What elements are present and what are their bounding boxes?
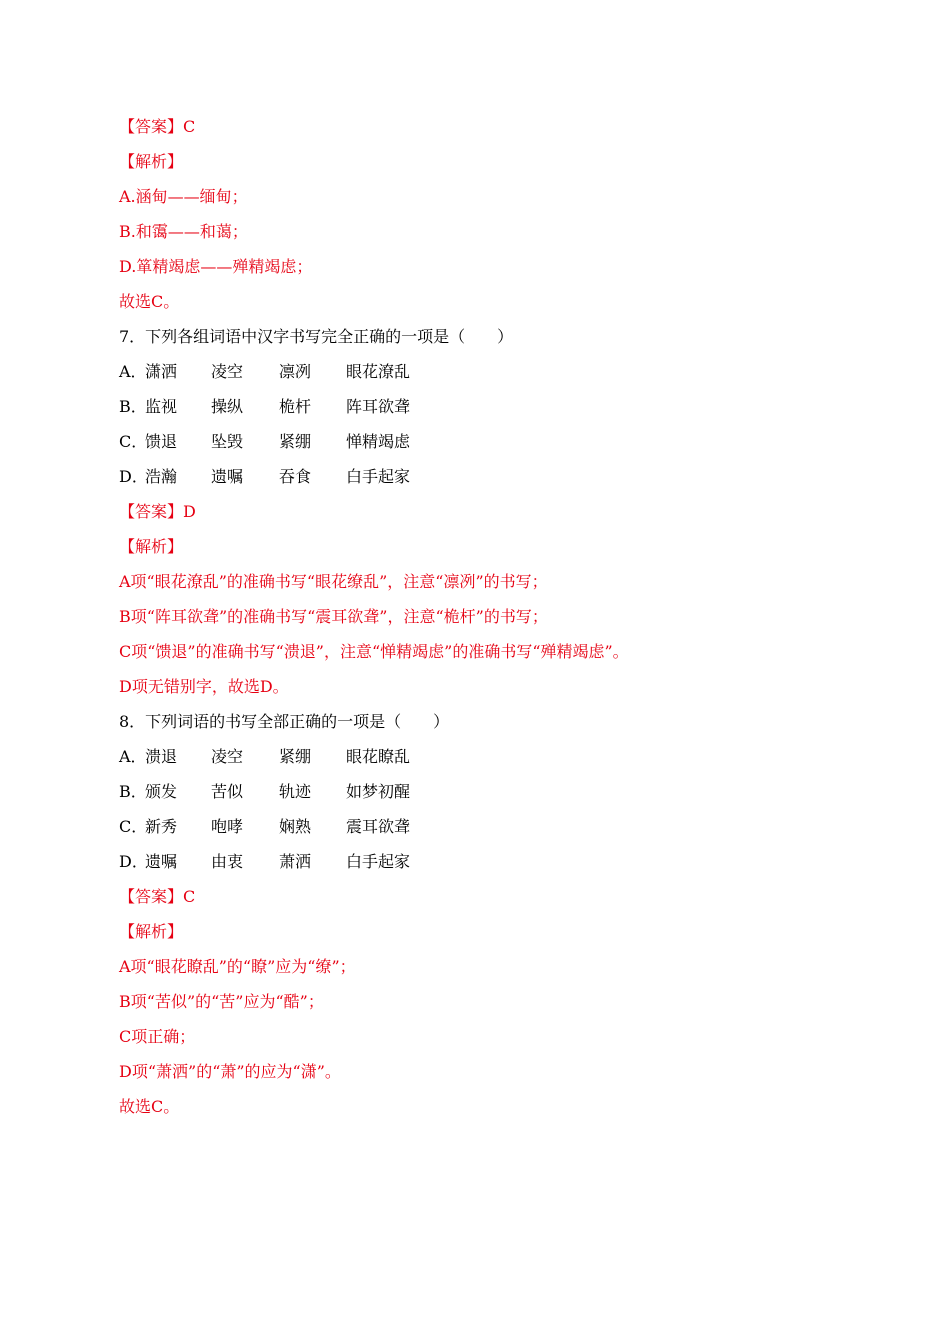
option-word: 颁发: [145, 782, 178, 801]
option-word: 桅杆: [279, 397, 312, 416]
q7-analysis-line: A项“眼花潦乱”的准确书写“眼花缭乱”，注意“凛冽”的书写；: [119, 572, 548, 591]
option-word: 浩瀚: [145, 467, 178, 486]
q7-analysis-title: 【解析】: [119, 537, 184, 556]
option-word: 娴熟: [279, 817, 312, 836]
q7-answer: 【答案】D: [119, 502, 196, 521]
option-word: 操纵: [211, 397, 244, 416]
option-label: A．: [119, 362, 147, 381]
option-word: 监视: [145, 397, 178, 416]
option-word: 惮精竭虑: [346, 432, 411, 451]
option-word: 遗嘱: [145, 852, 178, 871]
option-word: 凌空: [211, 747, 244, 766]
option-word: 白手起家: [346, 852, 411, 871]
question-8-stem: 8．下列词语的书写全部正确的一项是（ ）: [119, 712, 450, 731]
option-word: 咆哮: [211, 817, 244, 836]
option-word: 新秀: [145, 817, 178, 836]
option-word: 溃退: [145, 747, 178, 766]
analysis-title: 【解析】: [119, 152, 184, 171]
option-word: 眼花瞭乱: [346, 747, 411, 766]
option-word: 苦似: [211, 782, 244, 801]
option-word: 白手起家: [346, 467, 411, 486]
option-word: 眼花潦乱: [346, 362, 411, 381]
q7-analysis-line: D项无错别字，故选D。: [119, 677, 289, 696]
option-word: 轨迹: [279, 782, 312, 801]
option-word: 如梦初醒: [346, 782, 411, 801]
option-word: 凛冽: [279, 362, 312, 381]
option-label: D．: [119, 852, 148, 871]
option-word: 紧绷: [279, 432, 312, 451]
option-word: 阵耳欲聋: [346, 397, 411, 416]
option-word: 紧绷: [279, 747, 312, 766]
q8-analysis-title: 【解析】: [119, 922, 184, 941]
conclusion-line: 故选C。: [119, 292, 180, 311]
q8-analysis-line: A项“眼花瞭乱”的“瞭”应为“缭”；: [119, 957, 356, 976]
q8-conclusion: 故选C。: [119, 1097, 180, 1116]
option-label: A．: [119, 747, 147, 766]
option-word: 凌空: [211, 362, 244, 381]
q7-analysis-line: B项“阵耳欲聋”的准确书写“震耳欲聋”，注意“桅杆”的书写；: [119, 607, 548, 626]
option-label: C．: [119, 817, 148, 836]
option-word: 由衷: [211, 852, 244, 871]
option-label: D．: [119, 467, 148, 486]
option-word: 萧洒: [279, 852, 312, 871]
analysis-line: B.和霭——和蔼；: [119, 222, 248, 241]
option-word: 吞食: [279, 467, 312, 486]
q8-analysis-line: D项“萧洒”的“萧”的应为“潇”。: [119, 1062, 341, 1081]
option-word: 潇洒: [145, 362, 178, 381]
option-word: 遗嘱: [211, 467, 244, 486]
q8-analysis-line: C项正确；: [119, 1027, 196, 1046]
analysis-line: D.箪精竭虑——殚精竭虑；: [119, 257, 313, 276]
option-label: C．: [119, 432, 148, 451]
q7-analysis-line: C项“馈退”的准确书写“溃退”，注意“惮精竭虑”的准确书写“殚精竭虑”。: [119, 642, 629, 661]
analysis-line: A.涵甸——缅甸；: [119, 187, 248, 206]
q8-answer: 【答案】C: [119, 887, 196, 906]
option-word: 坠毁: [211, 432, 244, 451]
q8-analysis-line: B项“苦似”的“苦”应为“酷”；: [119, 992, 324, 1011]
question-7-stem: 7．下列各组词语中汉字书写完全正确的一项是（ ）: [119, 327, 514, 346]
option-word: 馈退: [145, 432, 178, 451]
option-word: 震耳欲聋: [346, 817, 411, 836]
option-label: B．: [119, 782, 147, 801]
answer-line: 【答案】C: [119, 117, 196, 136]
option-label: B．: [119, 397, 147, 416]
